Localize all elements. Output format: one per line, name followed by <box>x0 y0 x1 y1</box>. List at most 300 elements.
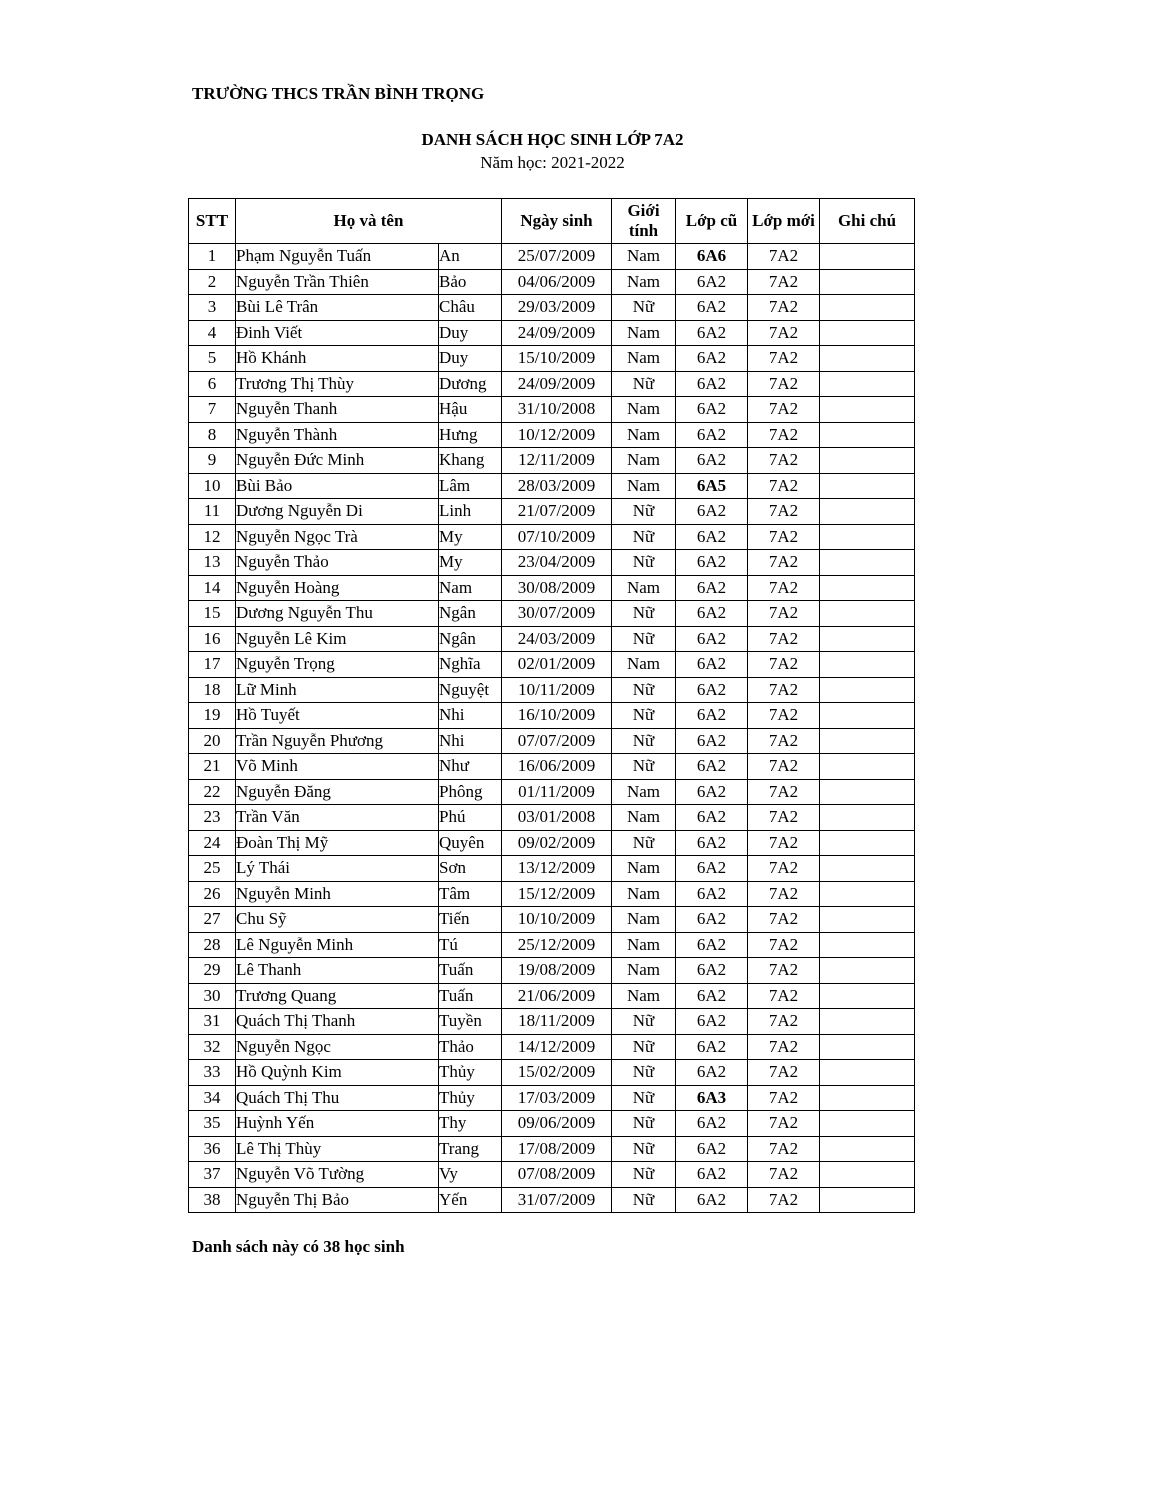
cell-new-class: 7A2 <box>748 448 820 474</box>
table-row <box>189 244 915 270</box>
cell-gender: Nữ <box>612 1136 676 1162</box>
cell-stt: 7 <box>189 397 236 423</box>
table-row <box>189 448 915 474</box>
cell-old-class: 6A2 <box>676 601 748 627</box>
cell-gender: Nữ <box>612 677 676 703</box>
cell-new-class: 7A2 <box>748 371 820 397</box>
school-year: Năm học: 2021-2022 <box>480 153 625 172</box>
cell-note <box>820 626 915 652</box>
cell-dob: 21/06/2009 <box>502 983 612 1009</box>
cell-stt: 35 <box>189 1111 236 1137</box>
cell-new-class: 7A2 <box>748 932 820 958</box>
cell-first-name: Phông <box>439 779 502 805</box>
cell-last-name: Nguyễn Thanh <box>236 397 439 423</box>
cell-gender: Nam <box>612 881 676 907</box>
cell-dob: 30/08/2009 <box>502 575 612 601</box>
cell-stt: 15 <box>189 601 236 627</box>
cell-dob: 15/02/2009 <box>502 1060 612 1086</box>
cell-dob: 02/01/2009 <box>502 652 612 678</box>
cell-new-class: 7A2 <box>748 652 820 678</box>
cell-last-name: Nguyễn Minh <box>236 881 439 907</box>
table-row <box>189 779 915 805</box>
cell-first-name: My <box>439 550 502 576</box>
cell-first-name: Thủy <box>439 1060 502 1086</box>
table-row <box>189 524 915 550</box>
cell-old-class: 6A2 <box>676 1060 748 1086</box>
cell-dob: 09/06/2009 <box>502 1111 612 1137</box>
cell-last-name: Trương Thị Thùy <box>236 371 439 397</box>
cell-dob: 24/09/2009 <box>502 320 612 346</box>
cell-new-class: 7A2 <box>748 473 820 499</box>
cell-dob: 18/11/2009 <box>502 1009 612 1035</box>
cell-stt: 28 <box>189 932 236 958</box>
cell-gender: Nam <box>612 983 676 1009</box>
cell-gender: Nữ <box>612 550 676 576</box>
cell-dob: 24/03/2009 <box>502 626 612 652</box>
cell-last-name: Lữ Minh <box>236 677 439 703</box>
cell-old-class: 6A2 <box>676 346 748 372</box>
cell-new-class: 7A2 <box>748 779 820 805</box>
cell-last-name: Nguyễn Đức Minh <box>236 448 439 474</box>
cell-note <box>820 1009 915 1035</box>
cell-last-name: Phạm Nguyễn Tuấn <box>236 244 439 270</box>
table-row <box>189 754 915 780</box>
cell-gender: Nam <box>612 397 676 423</box>
cell-note <box>820 805 915 831</box>
cell-note <box>820 320 915 346</box>
header-new-class: Lớp mới <box>748 199 820 244</box>
cell-gender: Nữ <box>612 371 676 397</box>
cell-last-name: Lê Nguyễn Minh <box>236 932 439 958</box>
cell-last-name: Bùi Bảo <box>236 473 439 499</box>
cell-gender: Nữ <box>612 524 676 550</box>
document-title: DANH SÁCH HỌC SINH LỚP 7A2 <box>421 130 684 149</box>
cell-stt: 38 <box>189 1187 236 1213</box>
cell-stt: 34 <box>189 1085 236 1111</box>
table-row <box>189 601 915 627</box>
cell-gender: Nam <box>612 958 676 984</box>
cell-new-class: 7A2 <box>748 397 820 423</box>
header-dob: Ngày sinh <box>502 199 612 244</box>
table-row <box>189 295 915 321</box>
cell-gender: Nữ <box>612 295 676 321</box>
cell-dob: 19/08/2009 <box>502 958 612 984</box>
table-row <box>189 371 915 397</box>
cell-dob: 10/10/2009 <box>502 907 612 933</box>
cell-stt: 20 <box>189 728 236 754</box>
cell-dob: 10/12/2009 <box>502 422 612 448</box>
table-row <box>189 269 915 295</box>
cell-stt: 25 <box>189 856 236 882</box>
cell-new-class: 7A2 <box>748 677 820 703</box>
cell-last-name: Đinh Viết <box>236 320 439 346</box>
cell-old-class: 6A2 <box>676 728 748 754</box>
cell-note <box>820 932 915 958</box>
cell-note <box>820 422 915 448</box>
cell-first-name: Duy <box>439 346 502 372</box>
table-row <box>189 1136 915 1162</box>
cell-gender: Nữ <box>612 703 676 729</box>
cell-stt: 11 <box>189 499 236 525</box>
cell-first-name: Tuấn <box>439 958 502 984</box>
cell-old-class: 6A2 <box>676 269 748 295</box>
cell-note <box>820 575 915 601</box>
student-table <box>188 198 915 1213</box>
cell-new-class: 7A2 <box>748 346 820 372</box>
cell-stt: 24 <box>189 830 236 856</box>
cell-old-class: 6A3 <box>676 1085 748 1111</box>
cell-first-name: An <box>439 244 502 270</box>
cell-old-class: 6A2 <box>676 1162 748 1188</box>
cell-last-name: Chu Sỹ <box>236 907 439 933</box>
cell-gender: Nữ <box>612 1187 676 1213</box>
cell-first-name: Hậu <box>439 397 502 423</box>
cell-new-class: 7A2 <box>748 550 820 576</box>
cell-old-class: 6A6 <box>676 244 748 270</box>
cell-first-name: Hưng <box>439 422 502 448</box>
cell-first-name: Khang <box>439 448 502 474</box>
cell-stt: 10 <box>189 473 236 499</box>
cell-new-class: 7A2 <box>748 1187 820 1213</box>
cell-dob: 15/12/2009 <box>502 881 612 907</box>
cell-new-class: 7A2 <box>748 881 820 907</box>
cell-stt: 14 <box>189 575 236 601</box>
cell-old-class: 6A2 <box>676 499 748 525</box>
cell-old-class: 6A2 <box>676 677 748 703</box>
cell-note <box>820 244 915 270</box>
cell-note <box>820 1034 915 1060</box>
table-row <box>189 1162 915 1188</box>
cell-first-name: Duy <box>439 320 502 346</box>
cell-note <box>820 269 915 295</box>
cell-first-name: Quyên <box>439 830 502 856</box>
cell-dob: 30/07/2009 <box>502 601 612 627</box>
cell-old-class: 6A2 <box>676 448 748 474</box>
cell-dob: 17/03/2009 <box>502 1085 612 1111</box>
cell-dob: 24/09/2009 <box>502 371 612 397</box>
cell-note <box>820 958 915 984</box>
cell-first-name: Lâm <box>439 473 502 499</box>
table-row <box>189 550 915 576</box>
table-row <box>189 320 915 346</box>
cell-stt: 27 <box>189 907 236 933</box>
cell-last-name: Bùi Lê Trân <box>236 295 439 321</box>
cell-stt: 29 <box>189 958 236 984</box>
cell-old-class: 6A2 <box>676 779 748 805</box>
cell-old-class: 6A2 <box>676 524 748 550</box>
cell-gender: Nữ <box>612 830 676 856</box>
table-row <box>189 499 915 525</box>
cell-first-name: Ngân <box>439 601 502 627</box>
cell-new-class: 7A2 <box>748 244 820 270</box>
table-row <box>189 1187 915 1213</box>
cell-new-class: 7A2 <box>748 805 820 831</box>
school-name: TRƯỜNG THCS TRẦN BÌNH TRỌNG <box>192 84 485 103</box>
cell-new-class: 7A2 <box>748 1111 820 1137</box>
cell-stt: 6 <box>189 371 236 397</box>
cell-old-class: 6A2 <box>676 397 748 423</box>
table-row <box>189 1111 915 1137</box>
cell-stt: 30 <box>189 983 236 1009</box>
table-row <box>189 397 915 423</box>
table-row <box>189 652 915 678</box>
table-row <box>189 881 915 907</box>
cell-gender: Nữ <box>612 754 676 780</box>
cell-gender: Nam <box>612 448 676 474</box>
cell-note <box>820 1060 915 1086</box>
cell-old-class: 6A2 <box>676 1187 748 1213</box>
cell-dob: 14/12/2009 <box>502 1034 612 1060</box>
cell-dob: 03/01/2008 <box>502 805 612 831</box>
table-row <box>189 907 915 933</box>
cell-note <box>820 728 915 754</box>
cell-note <box>820 524 915 550</box>
cell-stt: 9 <box>189 448 236 474</box>
cell-last-name: Quách Thị Thu <box>236 1085 439 1111</box>
cell-dob: 15/10/2009 <box>502 346 612 372</box>
cell-old-class: 6A2 <box>676 320 748 346</box>
cell-last-name: Nguyễn Thảo <box>236 550 439 576</box>
cell-old-class: 6A2 <box>676 550 748 576</box>
cell-last-name: Dương Nguyễn Thu <box>236 601 439 627</box>
cell-last-name: Nguyễn Hoàng <box>236 575 439 601</box>
cell-gender: Nam <box>612 422 676 448</box>
cell-first-name: Tú <box>439 932 502 958</box>
cell-note <box>820 1162 915 1188</box>
cell-dob: 25/12/2009 <box>502 932 612 958</box>
cell-note <box>820 652 915 678</box>
cell-gender: Nam <box>612 244 676 270</box>
cell-old-class: 6A2 <box>676 1111 748 1137</box>
cell-old-class: 6A2 <box>676 703 748 729</box>
cell-last-name: Quách Thị Thanh <box>236 1009 439 1035</box>
cell-gender: Nam <box>612 805 676 831</box>
cell-first-name: Châu <box>439 295 502 321</box>
table-row <box>189 958 915 984</box>
table-row <box>189 473 915 499</box>
cell-last-name: Nguyễn Ngọc Trà <box>236 524 439 550</box>
table-row <box>189 1085 915 1111</box>
cell-dob: 28/03/2009 <box>502 473 612 499</box>
table-row <box>189 728 915 754</box>
cell-note <box>820 677 915 703</box>
table-row <box>189 626 915 652</box>
cell-dob: 31/07/2009 <box>502 1187 612 1213</box>
cell-stt: 31 <box>189 1009 236 1035</box>
cell-new-class: 7A2 <box>748 320 820 346</box>
table-row <box>189 830 915 856</box>
cell-stt: 37 <box>189 1162 236 1188</box>
cell-gender: Nữ <box>612 499 676 525</box>
cell-old-class: 6A2 <box>676 575 748 601</box>
cell-note <box>820 550 915 576</box>
cell-new-class: 7A2 <box>748 1136 820 1162</box>
table-row <box>189 1034 915 1060</box>
cell-last-name: Nguyễn Võ Tường <box>236 1162 439 1188</box>
cell-stt: 4 <box>189 320 236 346</box>
cell-gender: Nữ <box>612 1085 676 1111</box>
cell-gender: Nữ <box>612 1162 676 1188</box>
table-row <box>189 677 915 703</box>
table-row <box>189 805 915 831</box>
cell-dob: 04/06/2009 <box>502 269 612 295</box>
header-gender: Giới tính <box>612 199 676 244</box>
cell-last-name: Trần Nguyễn Phương <box>236 728 439 754</box>
cell-last-name: Trần Văn <box>236 805 439 831</box>
cell-first-name: Thủy <box>439 1085 502 1111</box>
cell-gender: Nam <box>612 575 676 601</box>
cell-first-name: Ngân <box>439 626 502 652</box>
cell-stt: 23 <box>189 805 236 831</box>
cell-stt: 19 <box>189 703 236 729</box>
cell-first-name: Tuyền <box>439 1009 502 1035</box>
table-row <box>189 932 915 958</box>
cell-first-name: Phú <box>439 805 502 831</box>
cell-note <box>820 295 915 321</box>
cell-new-class: 7A2 <box>748 524 820 550</box>
cell-stt: 3 <box>189 295 236 321</box>
cell-new-class: 7A2 <box>748 499 820 525</box>
cell-old-class: 6A2 <box>676 830 748 856</box>
cell-old-class: 6A2 <box>676 652 748 678</box>
cell-stt: 16 <box>189 626 236 652</box>
cell-note <box>820 830 915 856</box>
cell-gender: Nam <box>612 473 676 499</box>
cell-new-class: 7A2 <box>748 983 820 1009</box>
cell-new-class: 7A2 <box>748 295 820 321</box>
cell-new-class: 7A2 <box>748 269 820 295</box>
cell-dob: 07/07/2009 <box>502 728 612 754</box>
cell-dob: 09/02/2009 <box>502 830 612 856</box>
cell-first-name: Tâm <box>439 881 502 907</box>
cell-gender: Nữ <box>612 1060 676 1086</box>
cell-first-name: Vy <box>439 1162 502 1188</box>
cell-old-class: 6A2 <box>676 983 748 1009</box>
cell-new-class: 7A2 <box>748 601 820 627</box>
cell-old-class: 6A2 <box>676 1034 748 1060</box>
cell-last-name: Nguyễn Thị Bảo <box>236 1187 439 1213</box>
cell-first-name: Như <box>439 754 502 780</box>
cell-first-name: Nguyệt <box>439 677 502 703</box>
cell-note <box>820 1111 915 1137</box>
cell-first-name: Yến <box>439 1187 502 1213</box>
cell-new-class: 7A2 <box>748 1162 820 1188</box>
table-row <box>189 1009 915 1035</box>
cell-note <box>820 397 915 423</box>
cell-gender: Nam <box>612 269 676 295</box>
cell-gender: Nữ <box>612 626 676 652</box>
cell-stt: 1 <box>189 244 236 270</box>
cell-old-class: 6A2 <box>676 626 748 652</box>
cell-old-class: 6A2 <box>676 881 748 907</box>
cell-last-name: Lê Thị Thùy <box>236 1136 439 1162</box>
cell-new-class: 7A2 <box>748 907 820 933</box>
cell-old-class: 6A2 <box>676 805 748 831</box>
cell-note <box>820 779 915 805</box>
cell-note <box>820 983 915 1009</box>
cell-old-class: 6A2 <box>676 371 748 397</box>
cell-old-class: 6A2 <box>676 1009 748 1035</box>
cell-first-name: Nhi <box>439 728 502 754</box>
cell-dob: 17/08/2009 <box>502 1136 612 1162</box>
cell-new-class: 7A2 <box>748 1009 820 1035</box>
cell-gender: Nam <box>612 346 676 372</box>
cell-gender: Nữ <box>612 601 676 627</box>
cell-stt: 18 <box>189 677 236 703</box>
cell-new-class: 7A2 <box>748 958 820 984</box>
cell-dob: 16/10/2009 <box>502 703 612 729</box>
header-name: Họ và tên <box>236 199 502 244</box>
cell-dob: 23/04/2009 <box>502 550 612 576</box>
cell-new-class: 7A2 <box>748 575 820 601</box>
cell-last-name: Võ Minh <box>236 754 439 780</box>
cell-old-class: 6A2 <box>676 754 748 780</box>
cell-new-class: 7A2 <box>748 703 820 729</box>
cell-new-class: 7A2 <box>748 830 820 856</box>
cell-note <box>820 346 915 372</box>
table-row <box>189 983 915 1009</box>
cell-first-name: Thảo <box>439 1034 502 1060</box>
table-row <box>189 346 915 372</box>
cell-stt: 13 <box>189 550 236 576</box>
table-row <box>189 856 915 882</box>
cell-first-name: Dương <box>439 371 502 397</box>
cell-last-name: Hồ Khánh <box>236 346 439 372</box>
table-row <box>189 575 915 601</box>
cell-old-class: 6A2 <box>676 907 748 933</box>
cell-dob: 07/10/2009 <box>502 524 612 550</box>
table-row <box>189 1060 915 1086</box>
cell-last-name: Nguyễn Lê Kim <box>236 626 439 652</box>
cell-new-class: 7A2 <box>748 1034 820 1060</box>
cell-note <box>820 1085 915 1111</box>
cell-old-class: 6A2 <box>676 422 748 448</box>
cell-gender: Nữ <box>612 1009 676 1035</box>
cell-stt: 5 <box>189 346 236 372</box>
cell-first-name: Thy <box>439 1111 502 1137</box>
cell-dob: 25/07/2009 <box>502 244 612 270</box>
cell-last-name: Nguyễn Đăng <box>236 779 439 805</box>
cell-last-name: Hồ Quỳnh Kim <box>236 1060 439 1086</box>
cell-first-name: Nam <box>439 575 502 601</box>
header-note: Ghi chú <box>820 199 915 244</box>
cell-first-name: Nghĩa <box>439 652 502 678</box>
cell-gender: Nam <box>612 932 676 958</box>
cell-note <box>820 601 915 627</box>
cell-gender: Nam <box>612 856 676 882</box>
cell-first-name: Tuấn <box>439 983 502 1009</box>
cell-gender: Nữ <box>612 1034 676 1060</box>
cell-last-name: Dương Nguyễn Di <box>236 499 439 525</box>
cell-old-class: 6A2 <box>676 856 748 882</box>
cell-dob: 31/10/2008 <box>502 397 612 423</box>
cell-dob: 01/11/2009 <box>502 779 612 805</box>
cell-dob: 21/07/2009 <box>502 499 612 525</box>
cell-last-name: Đoàn Thị Mỹ <box>236 830 439 856</box>
cell-stt: 36 <box>189 1136 236 1162</box>
header-old-class: Lớp cũ <box>676 199 748 244</box>
cell-stt: 33 <box>189 1060 236 1086</box>
cell-stt: 8 <box>189 422 236 448</box>
cell-last-name: Trương Quang <box>236 983 439 1009</box>
cell-note <box>820 703 915 729</box>
cell-last-name: Hồ Tuyết <box>236 703 439 729</box>
cell-new-class: 7A2 <box>748 1060 820 1086</box>
cell-new-class: 7A2 <box>748 1085 820 1111</box>
cell-new-class: 7A2 <box>748 754 820 780</box>
cell-note <box>820 473 915 499</box>
cell-new-class: 7A2 <box>748 728 820 754</box>
